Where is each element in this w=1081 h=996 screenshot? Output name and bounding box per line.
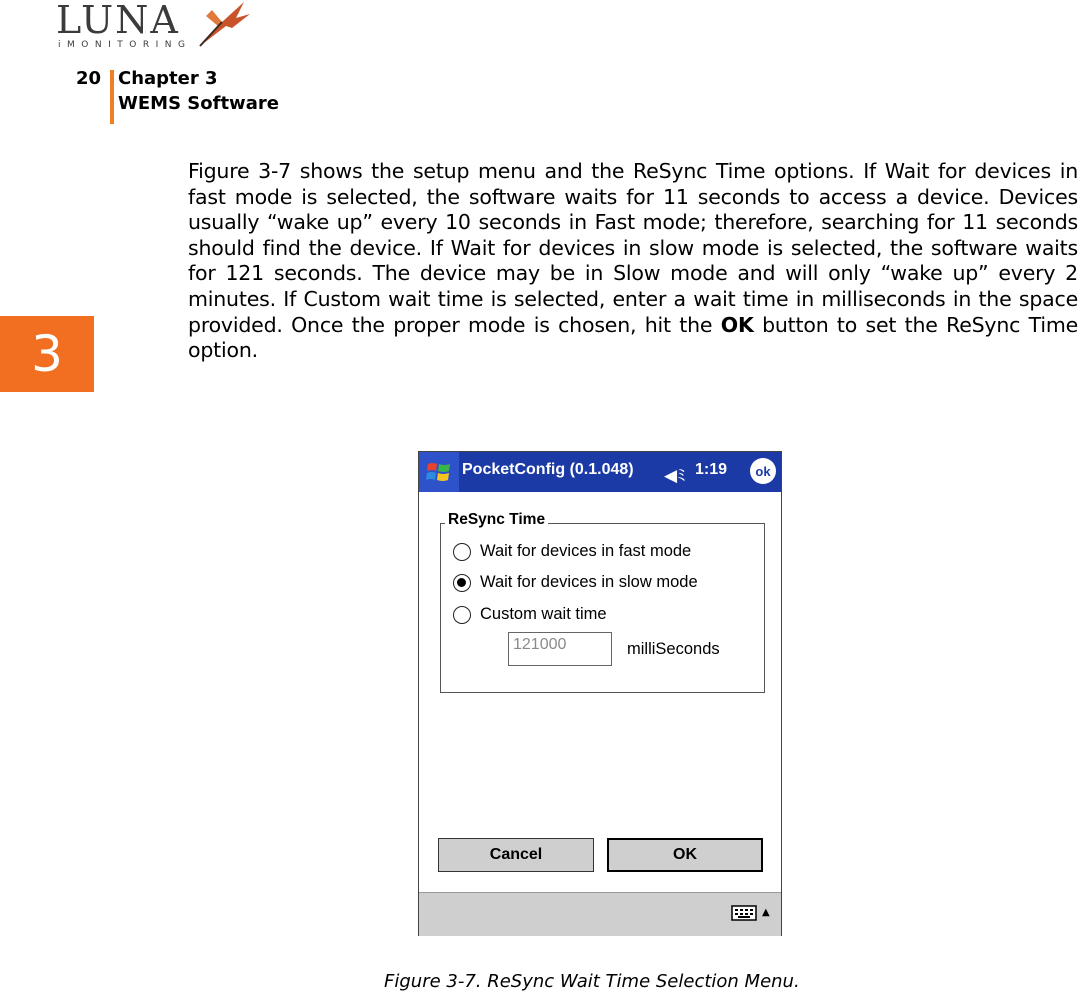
- body-text-main: Figure 3-7 shows the setup menu and the ReSync Time options. If Wait for devices in fast mode is selected, the software waits for 11 seconds to access a device. Devices usually “wake up” every 10 seconds in Fast mode; therefore, searching for 11 seconds should find the device. If Wait for devices in slow mode is selected, the software waits for 121 seconds. The device may be in Slow mode and will only “wake up” every 2 minutes. If Custom wait time is selected, enter a wait time in milliseconds in the space provided. Once the proper mode is chosen, hit the: [188, 159, 1078, 337]
- radio-custom-time[interactable]: [453, 605, 607, 624]
- title-bar: [419, 452, 781, 492]
- butterfly-icon: [192, 0, 252, 52]
- milliseconds-label: milliSeconds: [627, 640, 720, 658]
- wait-time-input[interactable]: 121000: [508, 632, 612, 666]
- radio-button[interactable]: [453, 606, 471, 624]
- pocketpc-screen: [418, 451, 782, 936]
- figure-caption: Figure 3-7. ReSync Wait Time Selection Menu.: [384, 971, 800, 992]
- speaker-icon[interactable]: ◀ﾐ: [664, 466, 686, 486]
- body-text-end: button to set the ReSync Time option.: [188, 312, 1079, 363]
- ok-button[interactable]: OK: [607, 838, 763, 872]
- logo-tagline: iMONITORING: [58, 40, 192, 50]
- cancel-button[interactable]: Cancel: [438, 838, 594, 872]
- page-number: 20: [76, 68, 102, 89]
- luna-logo: [52, 0, 252, 56]
- windows-flag-icon: [426, 460, 452, 484]
- start-button[interactable]: [419, 452, 459, 492]
- header-divider: [110, 70, 114, 124]
- radio-button-checked[interactable]: [453, 574, 471, 592]
- clock[interactable]: 1:19: [695, 461, 728, 478]
- radio-fast-mode[interactable]: [453, 542, 691, 561]
- radio-slow-mode[interactable]: [453, 573, 698, 592]
- bottom-toolbar: [419, 892, 781, 936]
- section-title: WEMS Software: [118, 93, 279, 114]
- radio-fast-label: Wait for devices in fast mode: [480, 542, 692, 560]
- ok-title-button[interactable]: ok: [750, 458, 776, 484]
- radio-custom-label: Custom wait time: [480, 605, 607, 623]
- app-title: PocketConfig (0.1.048): [462, 461, 634, 478]
- input-menu-arrow-icon[interactable]: ▲: [762, 907, 770, 918]
- radio-button[interactable]: [453, 543, 471, 561]
- chapter-tab: 3: [0, 316, 94, 392]
- body-ok-word: OK: [720, 312, 754, 337]
- chapter-title: Chapter 3: [118, 68, 218, 89]
- keyboard-icon[interactable]: [731, 905, 757, 921]
- resync-group-label: ReSync Time: [445, 511, 548, 529]
- body-paragraph: [188, 159, 1078, 364]
- logo-wordmark: LUNA: [56, 0, 180, 42]
- radio-slow-label: Wait for devices in slow mode: [480, 573, 698, 591]
